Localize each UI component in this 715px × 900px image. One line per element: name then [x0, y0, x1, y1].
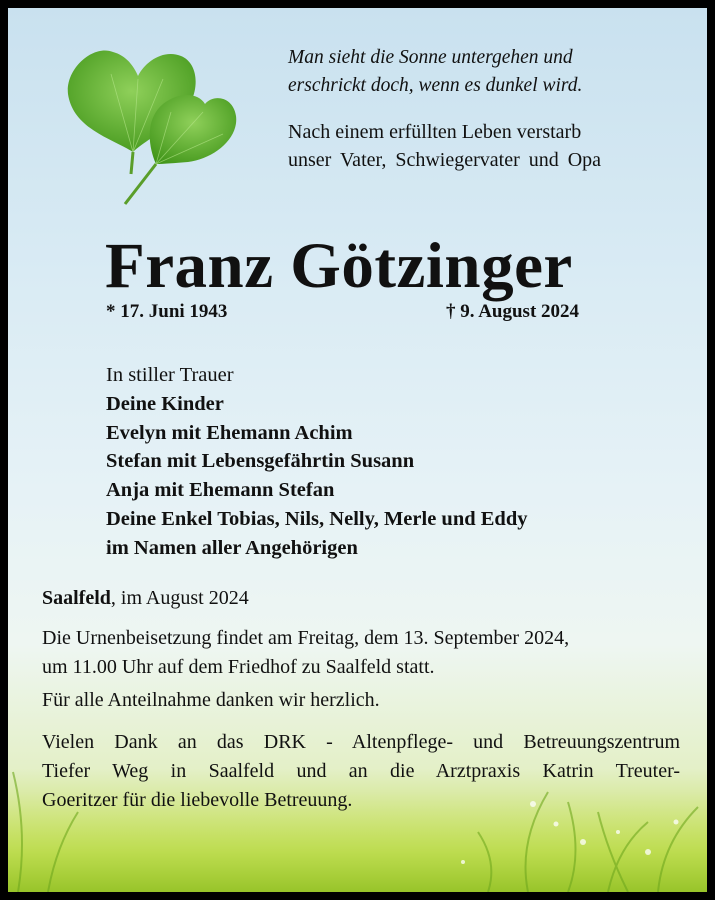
- mourners-list: [106, 361, 527, 563]
- funeral-line-2: um 11.00 Uhr auf dem Friedhof zu Saalfeld statt.: [42, 656, 435, 678]
- intro-line-1: Nach einem erfüllten Leben verstarb: [288, 121, 582, 143]
- intro-text: [288, 118, 601, 174]
- funeral-line-1: Die Urnenbeisetzung findet am Freitag, dem 13. September 2024,: [42, 627, 570, 649]
- mourners-intro: In stiller Trauer: [106, 364, 234, 386]
- mourner-line: Deine Enkel Tobias, Nils, Nelly, Merle und Eddy: [106, 507, 528, 530]
- death-date: † 9. August 2024: [446, 301, 580, 322]
- drk-thanks-line-1: Vielen Dank an das DRK - Altenpflege- und Betreuungszentrum: [42, 731, 680, 753]
- birth-date: * 17. Juni 1943: [106, 301, 228, 322]
- drk-thanks-line-3: Goeritzer für die liebevolle Betreuung.: [42, 789, 353, 811]
- poem-quote: [288, 44, 582, 100]
- drk-thanks: [42, 728, 680, 815]
- poem-line-2: erschrickt doch, wenn es dunkel wird.: [288, 75, 583, 96]
- funeral-info: [42, 624, 569, 682]
- place-name: Saalfeld: [42, 587, 111, 609]
- ginkgo-leaf-icon: [53, 34, 243, 209]
- place-date: [42, 584, 249, 613]
- thanks-text: Für alle Anteilnahme danken wir herzlich.: [42, 689, 380, 711]
- mourner-line: Evelyn mit Ehemann Achim: [106, 421, 353, 444]
- poem-line-1: Man sieht die Sonne untergehen und: [288, 47, 573, 68]
- intro-line-2: unser Vater, Schwiegervater und Opa: [288, 149, 602, 171]
- mourner-line: im Namen aller Angehörigen: [106, 536, 358, 559]
- mourner-line: Anja mit Ehemann Stefan: [106, 479, 335, 502]
- deceased-name: Franz Götzinger: [105, 230, 573, 302]
- mourner-line: Stefan mit Lebensgefährtin Susann: [106, 450, 415, 473]
- mourner-line: Deine Kinder: [106, 392, 224, 415]
- drk-thanks-line-2: Tiefer Weg in Saalfeld und an die Arztpraxis Katrin Treuter-: [42, 760, 680, 782]
- date-text: , im August 2024: [110, 587, 249, 609]
